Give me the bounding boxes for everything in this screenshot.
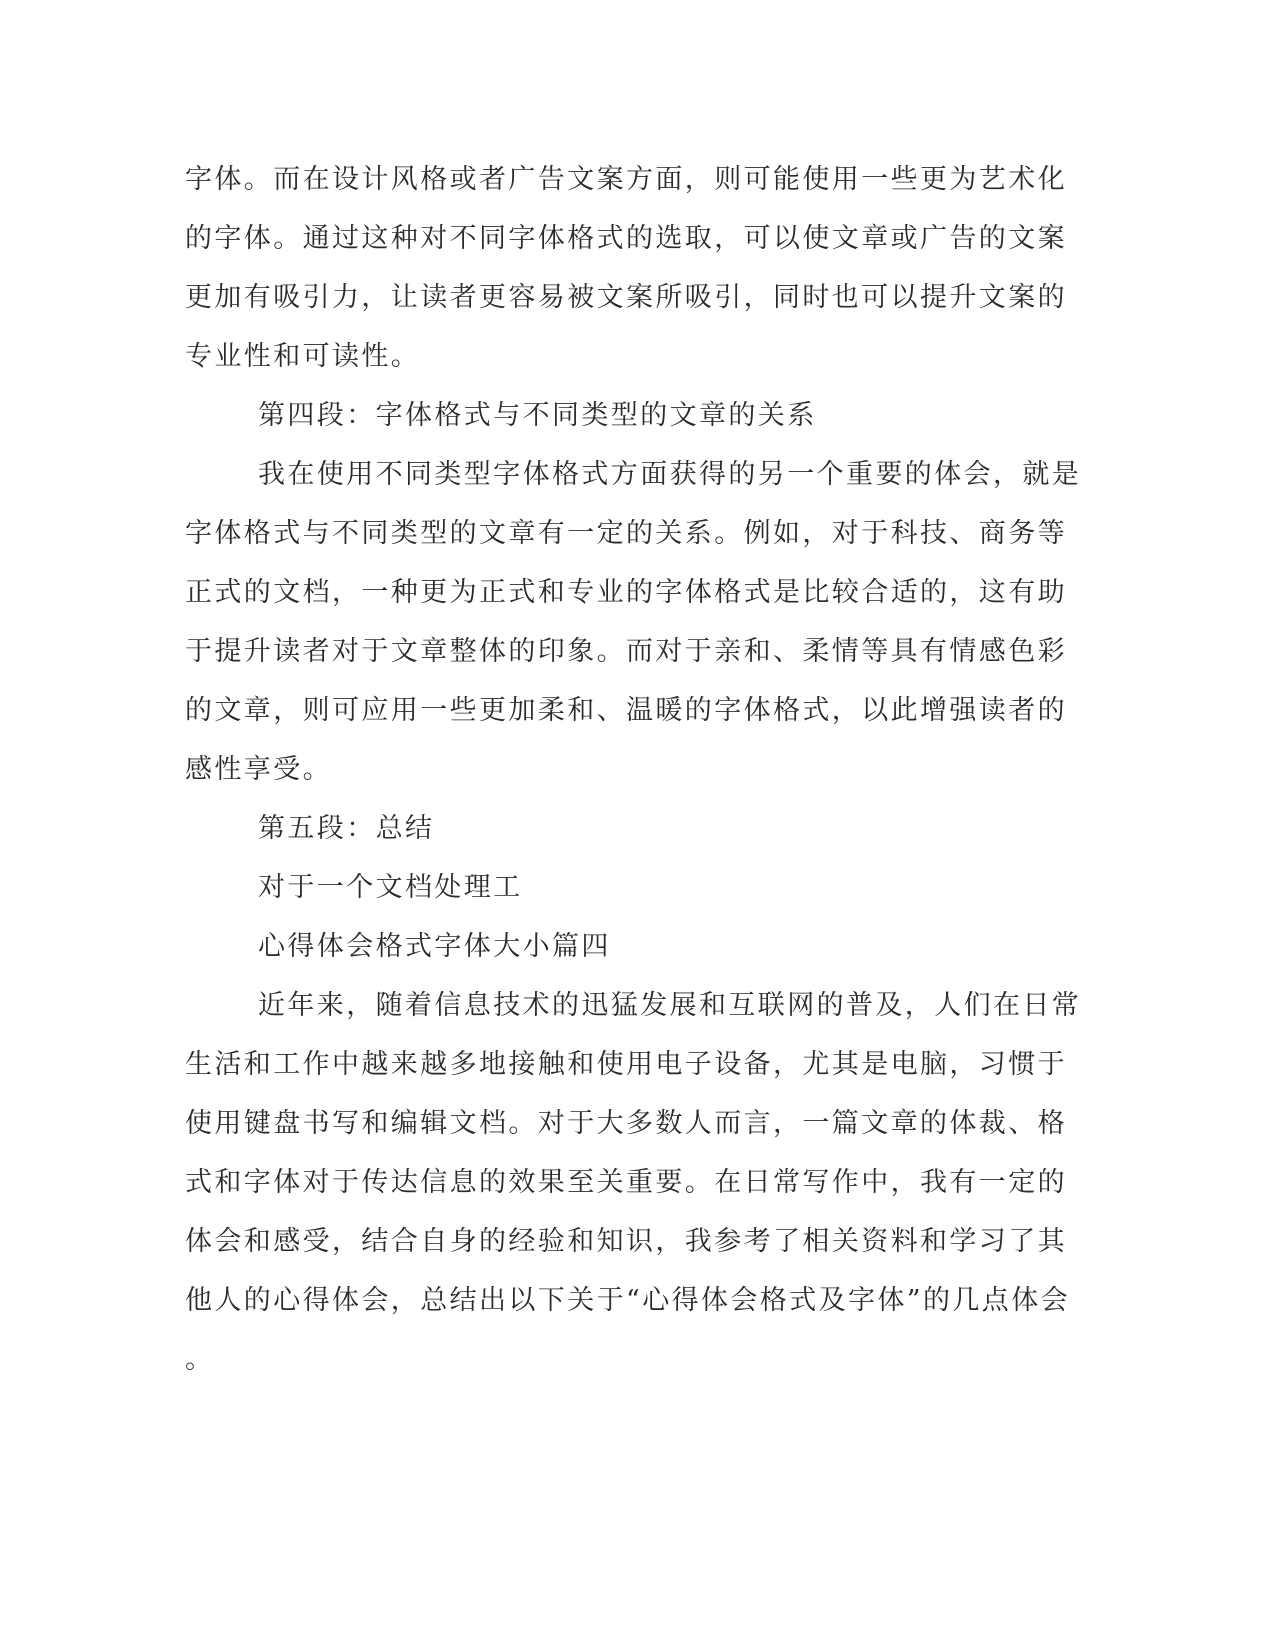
article-title: 心得体会格式字体大小篇四 [258, 931, 611, 962]
text-line: 正式的文档，一种更为正式和专业的字体格式是比较合适的，这有助 [185, 577, 1067, 608]
text-line: 更加有吸引力，让读者更容易被文案所吸引，同时也可以提升文案的 [185, 282, 1067, 313]
text-line: 字体格式与不同类型的文章有一定的关系。例如，对于科技、商务等 [185, 518, 1067, 549]
text-line: 对于一个文档处理工 [258, 872, 523, 903]
text-line: 感性享受。 [185, 754, 332, 785]
text-line: 使用键盘书写和编辑文档。对于大多数人而言，一篇文章的体裁、格 [185, 1108, 1067, 1139]
text-line: 生活和工作中越来越多地接触和使用电子设备，尤其是电脑，习惯于 [185, 1049, 1067, 1080]
text-line: 体会和感受，结合自身的经验和知识，我参考了相关资料和学习了其 [185, 1226, 1067, 1257]
text-line: 。 [185, 1344, 215, 1375]
text-line: 我在使用不同类型字体格式方面获得的另一个重要的体会，就是 [258, 459, 1082, 490]
text-line: 于提升读者对于文章整体的印象。而对于亲和、柔情等具有情感色彩 [185, 636, 1067, 667]
text-line: 近年来，随着信息技术的迅猛发展和互联网的普及，人们在日常 [258, 990, 1082, 1021]
text-line: 专业性和可读性。 [185, 341, 421, 372]
text-line: 式和字体对于传达信息的效果至关重要。在日常写作中，我有一定的 [185, 1167, 1067, 1198]
text-line: 他人的心得体会，总结出以下关于“心得体会格式及字体”的几点体会 [185, 1285, 1071, 1316]
section-heading: 第五段：总结 [258, 813, 435, 844]
text-line: 的文章，则可应用一些更加柔和、温暖的字体格式，以此增强读者的 [185, 695, 1067, 726]
text-line: 字体。而在设计风格或者广告文案方面，则可能使用一些更为艺术化 [185, 164, 1067, 195]
section-heading: 第四段：字体格式与不同类型的文章的关系 [258, 400, 817, 431]
text-line: 的字体。通过这种对不同字体格式的选取，可以使文章或广告的文案 [185, 223, 1067, 254]
